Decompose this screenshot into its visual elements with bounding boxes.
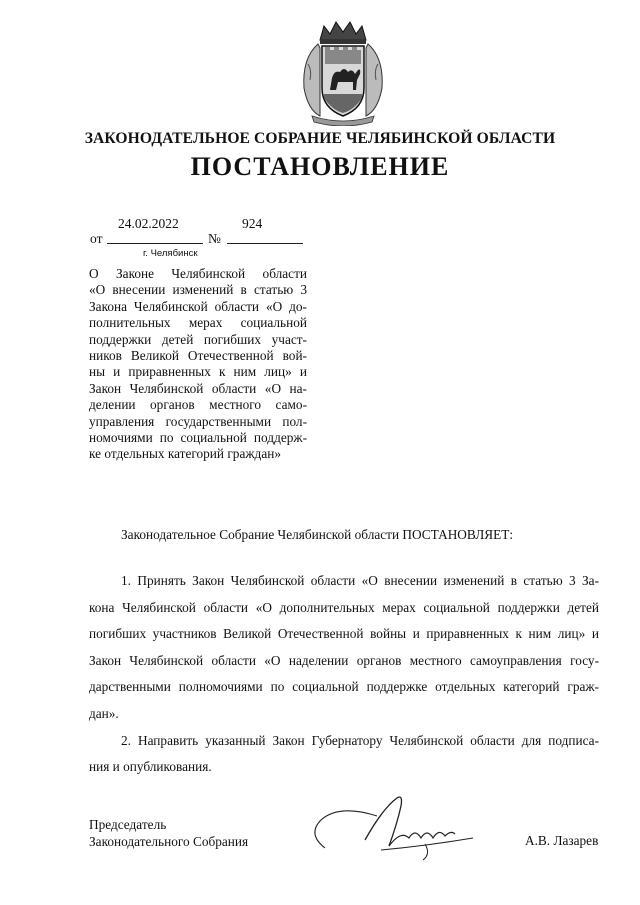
- body-line: 1. Принять Закон Челябинской области «О внесении изменений в статью 3 За-: [121, 573, 599, 588]
- subject-line: поддержки детей погибших участ-: [89, 331, 307, 347]
- signatory-name: А.В. Лазарев: [525, 833, 599, 848]
- body-line: кона Челябинской области «О дополнительных мерах социальной поддержки детей: [89, 599, 599, 615]
- number-label: №: [208, 231, 221, 246]
- subject-line: делении органов местного само-: [89, 397, 307, 413]
- subject-line: номочиями по социальной поддерж-: [89, 430, 307, 446]
- signatory-position: [89, 816, 248, 850]
- preamble: Законодательное Собрание Челябинской области ПОСТАНОВЛЯЕТ:: [121, 527, 514, 542]
- body-line: 2. Направить указанный Закон Губернатору Челябинской области для подписа-: [121, 732, 599, 748]
- subject-line: О Законе Челябинской области: [89, 266, 307, 281]
- subject-line: Закон Челябинской области «О на-: [89, 380, 307, 396]
- body-line: Закон Челябинской области «О наделении органов местного самоуправления госу-: [89, 652, 599, 668]
- date-value: 24.02.2022: [118, 216, 179, 231]
- subject-line: ников Великой Отечественной вой-: [89, 348, 307, 364]
- subject-line: Закона Челябинской области «О до-: [89, 298, 307, 314]
- body-line: дан».: [89, 705, 119, 721]
- document-type-heading: ПОСТАНОВЛЕНИЕ: [190, 152, 450, 181]
- signature-icon: [305, 790, 495, 870]
- position-line: Законодательного Собрания: [89, 834, 249, 849]
- resolution-body: [89, 568, 599, 781]
- subject-line: управления государственными пол-: [89, 413, 307, 429]
- organization-heading: ЗАКОНОДАТЕЛЬНОЕ СОБРАНИЕ ЧЕЛЯБИНСКОЙ ОБЛАСТИ: [84, 130, 556, 147]
- body-line: погибших участников Великой Отечественной войны и приравненных к ним лиц» и: [89, 626, 599, 642]
- body-line: ния и опубликования.: [89, 759, 212, 775]
- date-label: от: [90, 231, 103, 246]
- body-line: дарственными полномочиями по социальной поддержке отдельных категорий граж-: [89, 679, 599, 695]
- document-meta: [90, 212, 330, 262]
- number-value: 924: [242, 216, 263, 231]
- subject-line: ке отдельных категорий граждан»: [89, 446, 281, 462]
- subject-line: ны и приравненных к ним лиц» и: [89, 364, 307, 380]
- coat-of-arms-icon: [298, 18, 388, 126]
- date-underline: [107, 243, 203, 244]
- city-label: г. Челябинск: [143, 248, 198, 259]
- document-subject: [89, 266, 307, 463]
- subject-line: полнительных мерах социальной: [89, 315, 307, 331]
- position-line: Председатель: [89, 817, 167, 832]
- number-underline: [227, 243, 303, 244]
- subject-line: «О внесении изменений в статью 3: [89, 282, 307, 298]
